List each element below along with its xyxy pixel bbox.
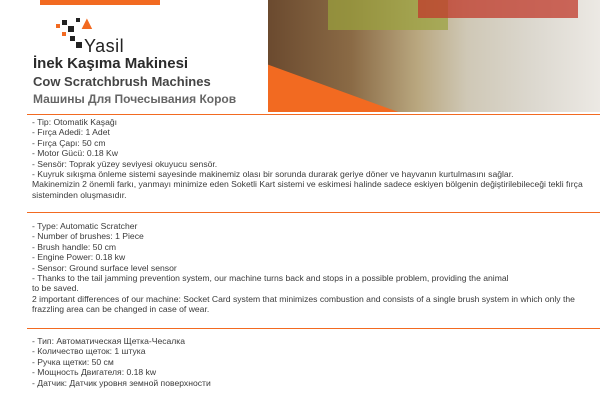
spec-line: - Количество щеток: 1 штука — [32, 346, 146, 357]
title-turkish: İnek Kaşıma Makinesi — [33, 55, 189, 72]
title-russian: Машины Для Почесывания Коров — [33, 92, 237, 106]
spec-list-turkish — [32, 117, 587, 200]
spec-list-russian — [32, 336, 587, 388]
header-photo — [268, 0, 600, 112]
brand-name: Yasil — [84, 36, 125, 56]
spec-line: - Thanks to the tail jamming prevention system, our machine turns back and stops in a possible problem, providing the animal — [32, 273, 509, 284]
spec-list-english — [32, 221, 587, 315]
spec-line: - Type: Automatic Scratcher — [32, 221, 138, 231]
spec-line: - Tip: Otomatik Kaşağı — [32, 117, 118, 127]
spec-section-russian — [0, 328, 600, 400]
spec-line: - Fırça Adedi: 1 Adet — [32, 127, 110, 138]
spec-line: - Brush handle: 50 cm — [32, 241, 117, 252]
spec-line: - Number of brushes: 1 Piece — [32, 231, 144, 242]
spec-section-english — [0, 216, 600, 328]
spec-line: - Engine Power: 0.18 kw — [32, 252, 126, 263]
spec-line: - Мощность Двигателя: 0.18 kw — [32, 367, 157, 378]
title-english: Cow Scratchbrush Machines — [33, 74, 211, 89]
section-divider — [27, 114, 600, 115]
spec-line: - Тип: Автоматическая Щетка-Чесалка — [32, 336, 186, 346]
spec-line: to be saved. — [32, 283, 79, 294]
spec-paragraph: 2 important differences of our machine: Socket Card system that minimizes combustion and consists of a single brush system in which only the frazzling area can be changed in case of wear. — [32, 293, 575, 315]
spec-line: - Ручка щетки: 50 см — [32, 356, 114, 367]
spec-line: - Sensor: Ground surface level sensor — [32, 262, 177, 273]
spec-line: - Датчик: Датчик уровня земной поверхности — [32, 377, 211, 388]
spec-line: - Motor Gücü: 0.18 Kw — [32, 148, 118, 159]
page-header — [0, 0, 600, 112]
spec-paragraph: Makinemizin 2 önemli farkı, yanmayı minimize eden Soketli Kart sistemi ve eskimesi halinde sadece eskiyen bölgenin değiştirilebileceği tekli fırça sisteminden oluşmasıdır. — [32, 179, 583, 200]
spec-line: - Fırça Çapı: 50 cm — [32, 137, 106, 148]
spec-line: - Sensör: Toprak yüzey seviyesi okuyucu sensör. — [32, 158, 218, 169]
cow-head-icon: ▲ — [78, 13, 96, 33]
spec-line: - Kuyruk sıkışma önleme sistemi sayesinde makinemiz olası bir sorunda durarak geriye döner ve hayvanın kurtulmasını sağlar. — [32, 169, 514, 180]
section-divider — [27, 212, 600, 213]
brand-logo — [56, 14, 126, 56]
logo-accent-bar — [40, 0, 160, 5]
spec-section-turkish — [0, 112, 600, 216]
